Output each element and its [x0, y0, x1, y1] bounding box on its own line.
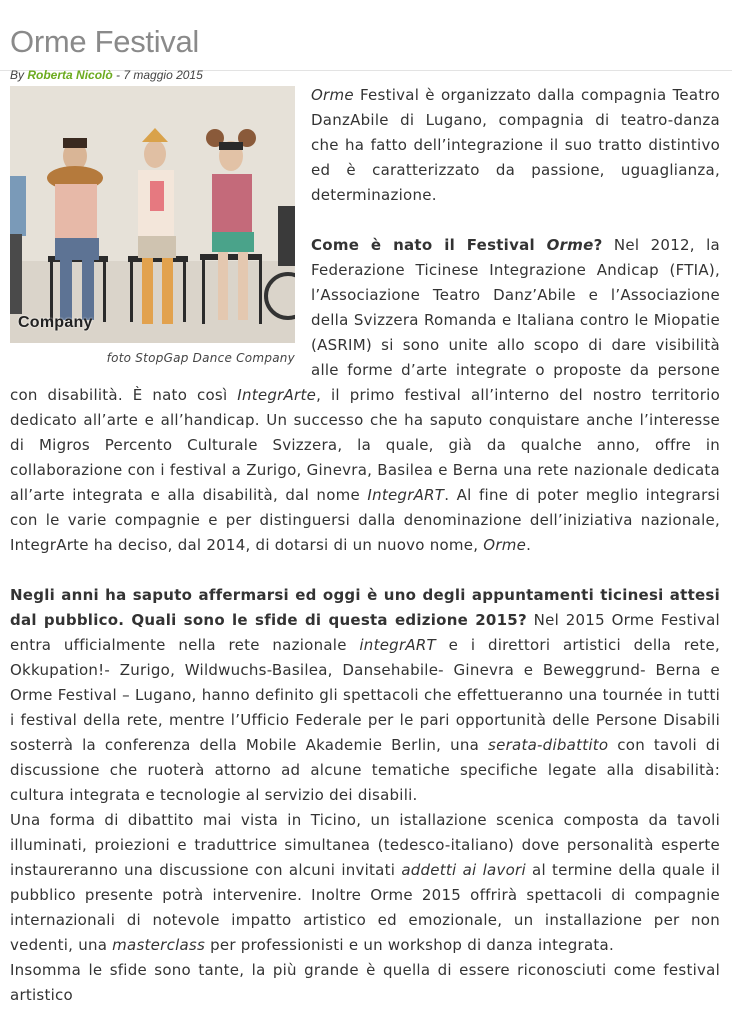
article-figure [10, 86, 295, 366]
article-body [0, 83, 732, 1008]
author-link[interactable]: Roberta Nicolò [27, 68, 113, 82]
byline-separator: - [112, 68, 124, 82]
page-title: Orme Festival [10, 24, 200, 59]
dance-photo [10, 86, 295, 343]
post-date: 7 maggio 2015 [123, 68, 203, 82]
paragraph-challenges: Negli anni ha saputo affermarsi ed oggi è uno degli appuntamenti ticinesi attesi dal pubblico. Quali sono le sfide di questa edizione 2015? Nel 2015 Orme Festival entra ufficialmente nella rete nazionale integrART e i direttori artistici della rete, Okkupation!- Zurigo, Wildwuchs-Basilea, Dansehabile- Ginevra e Beweggrund- Berna e Orme Festival – Lugano, hanno definito gli spettacoli che effettueranno una tournée in tutti i festival della rete, mentre l’Ufficio Federale per le pari opportunità delle Persone Disabili sosterrà la conferenza della Mobile Akademie Berlin, una serata-dibattito con tavoli di discussione che ruoterà attorno ad alcune tematiche specifiche legate alla disabilità: cultura integrata e tecnologie al servizio dei disabili. [10, 586, 720, 804]
photo-caption: foto StopGap Dance Company [106, 351, 295, 365]
festival-name: Orme [311, 86, 354, 104]
paragraph-closing: Insomma le sfide sono tante, la più grande è quella di essere riconosciuti come festival artistico [10, 961, 720, 1004]
paragraph-debate: Una forma di dibattito mai vista in Ticino, un istallazione scenica composta da tavoli illuminati, proiezioni e traduttrice simultanea (tedesco-italiano) dove personalità esperte instaureranno una discussione con alcuni invitati addetti ai lavori al termine della quale il pubblico presente potrà intervenire. Inoltre Orme 2015 offrirà spettacoli di compagnie internazionali di notevole impatto artistico ed emozionale, un installazione per non vedenti, una masterclass per professionisti e un workshop di danza integrata. [10, 811, 720, 954]
post-header [0, 0, 732, 82]
paragraph-intro: Orme Festival è organizzato dalla compagnia Teatro DanzAbile di Lugano, compagnia di teatro-danza che ha fatto dell’integrazione il suo tratto distintivo ed è caratterizzato da passione, uguaglianza, determinazione. [311, 86, 720, 204]
paragraph-history: Come è nato il Festival Orme? Nel 2012, la Federazione Ticinese Integrazione Andicap (FTIA), l’Associazione Teatro Danz’Abile e l’Associazione della Svizzera Romanda e Italiana contro le Miopatie (ASRIM) si sono unite allo scopo di dare visibilità alle forme d’arte integrate o proposte da persone con disabilità. È nato così IntegrArte, il primo festival all’interno del nostro territorio dedicato all’arte e all’handicap. Un successo che ha saputo conquistare anche l’interesse di Migros Percento Culturale Svizzera, la quale, già da qualche anno, offre in collaborazione con i festival a Zurigo, Ginevra, Basilea e Berna una rete nazionale dedicata all’arte integrata e alla disabilità, dal nome IntegrART. Al fine di poter meglio integrarsi con le varie compagnie e per distinguersi dalla denominazione dell’iniziativa nazionale, IntegrArte ha deciso, dal 2014, di dotarsi di un nuovo nome, Orme. [10, 236, 720, 554]
byline [10, 68, 722, 82]
photo-watermark: Company [18, 314, 93, 331]
question-heading: Negli anni ha saputo affermarsi ed oggi è uno degli appuntamenti ticinesi attesi dal pubblico. Quali sono le sfide di questa edizione 2015? [10, 586, 720, 629]
question-heading: Come è nato il Festival Orme? [311, 236, 603, 254]
byline-prefix: By [10, 68, 25, 82]
dancers-illustration [10, 86, 295, 343]
